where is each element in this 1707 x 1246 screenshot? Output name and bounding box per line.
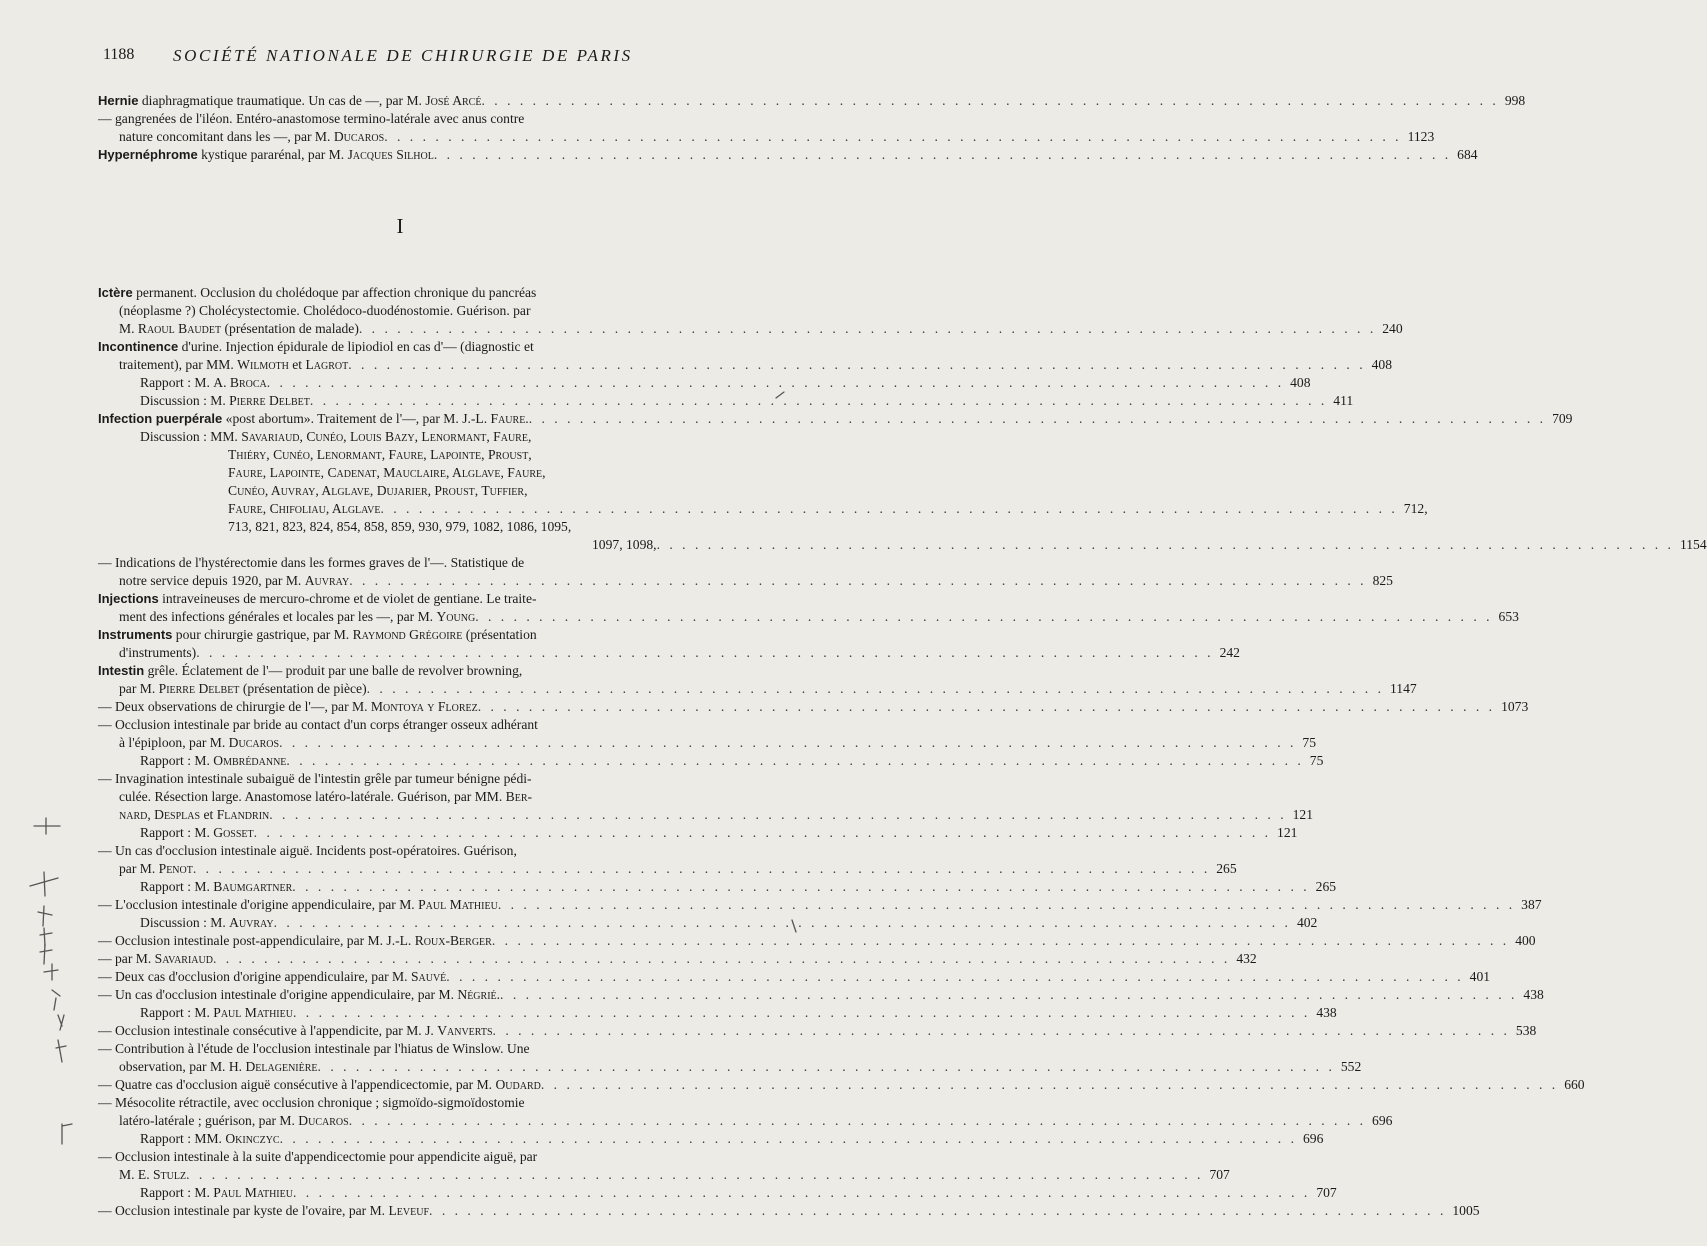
page-reference: 653 xyxy=(1498,609,1519,624)
page-reference: 1154 xyxy=(1679,537,1707,552)
page-reference: 75 xyxy=(1309,753,1324,768)
page-reference: 121 xyxy=(1277,825,1298,840)
entry-text: kystique pararénal, par M. xyxy=(197,147,348,162)
dot-leader: . . . . . . . . . . . . . . . . . . . . . . . . . . . . . . . . . . . . . . . . . . . . . . . . . . . . . . . . . . . . . . . . . . . . . . . . . . . . . . . . xyxy=(317,1059,1335,1074)
entry-text: 713, 821, 823, 824, 854, 858, 859, 930, 979, 1082, 1086, 1095, xyxy=(228,519,572,534)
page-reference: 432 xyxy=(1236,951,1257,966)
page-reference: 1123 xyxy=(1407,129,1435,144)
page-reference: 401 xyxy=(1469,969,1491,984)
entry-author: Oudard xyxy=(495,1077,541,1092)
entry-text: — Deux cas d'occlusion d'origine appendiculaire, par M. xyxy=(98,969,411,984)
entry-author: Faure. xyxy=(490,411,529,426)
page-reference: 408 xyxy=(1290,375,1311,390)
page-reference: 402 xyxy=(1296,915,1318,930)
dot-leader: . . . . . . . . . . . . . . . . . . . . . . . . . . . . . . . . . . . . . . . . . . . . . . . . . . . . . . . . . . . . . . . . . . . . . . . . . . . . . . . . xyxy=(349,573,1367,588)
dot-leader: . . . . . . . . . . . . . . . . . . . . . . . . . . . . . . . . . . . . . . . . . . . . . . . . . . . . . . . . . . . . . . . . . . . . . . . . . . . . . . . . xyxy=(192,861,1211,876)
dot-leader: . . . . . . . . . . . . . . . . . . . . . . . . . . . . . . . . . . . . . . . . . . . . . . . . . . . . . . . . . . . . . . . . . . . . . . . . . . . . . . . . xyxy=(279,735,1297,750)
dot-leader: . . . . . . . . . . . . . . . . . . . . . . . . . . . . . . . . . . . . . . . . . . . . . . . . . . . . . . . . . . . . . . . . . . . . . . . . . . . . . . . . xyxy=(212,951,1231,966)
entry-text: M. E. xyxy=(119,1167,153,1182)
entry-text: ment des infections générales et locales par les —, par M. xyxy=(119,609,437,624)
entry-headword: Ictère xyxy=(98,285,133,300)
dot-leader: . . . . . . . . . . . . . . . . . . . . . . . . . . . . . . . . . . . . . . . . . . . . . . . . . . . . . . . . . . . . . . . . . . . . . . . . . . . . . . . . xyxy=(286,753,1304,768)
entry-text: Rapport : M. xyxy=(140,879,214,894)
dot-leader: . . . . . . . . . . . . . . . . . . . . . . . . . . . . . . . . . . . . . . . . . . . . . . . . . . . . . . . . . . . . . . . . . . . . . . . . . . . . . . . . xyxy=(358,321,1377,336)
entry-author: Penot xyxy=(158,861,193,876)
entry-text: — Un cas d'occlusion intestinale aiguë. Incidents post-opératoires. Guérison, xyxy=(98,843,517,858)
entry-headword: Instruments xyxy=(98,627,173,642)
dot-leader: . . . . . . . . . . . . . . . . . . . . . . . . . . . . . . . . . . . . . . . . . . . . . . . . . . . . . . . . . . . . . . . . . . . . . . . . . . . . . . . . xyxy=(500,987,1518,1002)
dot-leader: . . . . . . . . . . . . . . . . . . . . . . . . . . . . . . . . . . . . . . . . . . . . . . . . . . . . . . . . . . . . . . . . . . . . . . . . . . . . . . . . xyxy=(279,1131,1297,1146)
page-reference: 552 xyxy=(1340,1059,1362,1074)
entry-text: Rapport : M. xyxy=(140,375,214,390)
entry-author: Savariaud, Cunéo, Louis Bazy, Lenormant, Faure, xyxy=(241,429,532,444)
entry-author: Baumgartner xyxy=(213,879,293,894)
page-reference: 707 xyxy=(1316,1185,1337,1200)
entry-author: Auvray xyxy=(304,573,350,588)
entry-text: (néoplasme ?) Cholécystectomie. Cholédoco-duodénostomie. Guérison. par xyxy=(119,303,531,318)
entry-text: — L'occlusion intestinale d'origine appendiculaire, par M. xyxy=(98,897,419,912)
entry-text: — Un cas d'occlusion intestinale d'origine appendiculaire, par M. xyxy=(98,987,458,1002)
entry-text: — Occlusion intestinale consécutive à l'appendicite, par M. J. xyxy=(98,1023,438,1038)
entry-text: d'urine. Injection épidurale de lipiodiol en cas d'— (diagnostic et xyxy=(178,339,534,354)
page-reference: 265 xyxy=(1216,861,1237,876)
entry-text: permanent. Occlusion du cholédoque par affection chronique du pancréas xyxy=(132,285,537,300)
entry-text: latéro-latérale ; guérison, par M. xyxy=(119,1113,299,1128)
page-reference: 684 xyxy=(1457,147,1478,162)
entry-text: notre service depuis 1920, par M. xyxy=(119,573,305,588)
entry-headword: Infection puerpérale xyxy=(98,411,223,426)
page-reference: 242 xyxy=(1219,645,1240,660)
dot-leader: . . . . . . . . . . . . . . . . . . . . . . . . . . . . . . . . . . . . . . . . . . . . . . . . . . . . . . . . . . . . . . . . . . . . . . . . . . . . . . . . xyxy=(477,699,1496,714)
entry-author: Jacques Silhol xyxy=(347,147,434,162)
entry-text: d'instruments) xyxy=(119,645,197,660)
dot-leader: . . . . . . . . . . . . . . . . . . . . . . . . . . . . . . . . . . . . . . . . . . . . . . . . . . . . . . . . . . . . . . . . . . . . . . . . . . . . . . . . xyxy=(492,1023,1510,1038)
entry-author: Ducaros xyxy=(298,1113,349,1128)
entry-text: — Occlusion intestinale par kyste de l'ovaire, par M. xyxy=(98,1203,389,1218)
entry-author: Paul Mathieu xyxy=(213,1185,293,1200)
entry-text-continued: (présentation de malade) xyxy=(221,321,359,336)
entry-text-continued: (présentation de pièce) xyxy=(239,681,367,696)
entry-author: Raymond Grégoire xyxy=(352,627,463,642)
entry-text: à l'épiploon, par M. xyxy=(119,735,229,750)
dot-leader: . . . . . . . . . . . . . . . . . . . . . . . . . . . . . . . . . . . . . . . . . . . . . . . . . . . . . . . . . . . . . . . . . . . . . . . . . . . . . . . . xyxy=(348,357,1366,372)
entry-author: Auvray xyxy=(229,915,274,930)
entry-author: Paul Mathieu xyxy=(213,1005,293,1020)
page-reference: 712, xyxy=(1403,501,1428,516)
dot-leader: . . . . . . . . . . . . . . . . . . . . . . . . . . . . . . . . . . . . . . . . . . . . . . . . . . . . . . . . . . . . . . . . . . . . . . . . . . . . . . . . xyxy=(196,645,1214,660)
entry-text: Discussion : M. xyxy=(140,393,230,408)
entry-text: Discussion : MM. xyxy=(140,429,242,444)
page-reference: 387 xyxy=(1521,897,1542,912)
entry-author: nard, Desplas xyxy=(119,807,201,822)
entry-text: traitement), par MM. xyxy=(119,357,238,372)
entry-author: Pierre Delbet xyxy=(229,393,310,408)
entry-author: Savariaud xyxy=(154,951,213,966)
dot-leader: . . . . . . . . . . . . . . . . . . . . . . . . . . . . . . . . . . . . . . . . . . . . . . . . . . . . . . . . . . . . . . . . . . . . . . . . . . . . . . . . xyxy=(433,147,1452,162)
entry-author: A. Broca xyxy=(213,375,267,390)
dot-leader: . . . . . . . . . . . . . . . . . . . . . . . . . . . . . . . . . . . . . . . . . . . . . . . . . . . . . . . . . . . . . . . . . . . . . . . . . . . . . . . . xyxy=(366,681,1384,696)
journal-title: SOCIÉTÉ NATIONALE DE CHIRURGIE DE PARIS xyxy=(173,46,633,65)
entry-author: Négrié. xyxy=(457,987,501,1002)
entry-text: — Occlusion intestinale à la suite d'appendicectomie pour appendicite aiguë, par xyxy=(98,1149,538,1164)
entry-text: — gangrenées de l'iléon. Entéro-anastomose termino-latérale avec anus contre xyxy=(98,111,525,126)
dot-leader: . . . . . . . . . . . . . . . . . . . . . . . . . . . . . . . . . . . . . . . . . . . . . . . . . . . . . . . . . . . . . . . . . . . . . . . . . . . . . . . . xyxy=(292,1005,1311,1020)
entry-author: Ombrédanne xyxy=(213,753,287,768)
entry-text: grêle. Éclatement de l'— produit par une balle de revolver browning, xyxy=(144,663,523,678)
page-reference: 121 xyxy=(1292,807,1313,822)
page-reference: 825 xyxy=(1372,573,1393,588)
entry-text: «post abortum». Traitement de l'—, par M. J.-L. xyxy=(222,411,491,426)
page-reference: 408 xyxy=(1371,357,1392,372)
dot-leader: . . . . . . . . . . . . . . . . . . . . . . . . . . . . . . . . . . . . . . . . . . . . . . . . . . . . . . . . . . . . . . . . . . . . . . . . . . . . . . . . xyxy=(475,609,1493,624)
section-letter: I xyxy=(396,214,404,238)
entry-text: Rapport : MM. xyxy=(140,1131,226,1146)
page-reference: 265 xyxy=(1315,879,1337,894)
entry-text: — Indications de l'hystérectomie dans les formes graves de l'—. Statistique de xyxy=(98,555,525,570)
entry-text: — Occlusion intestinale par bride au contact d'un corps étranger osseux adhérant xyxy=(98,717,538,732)
entry-text: intraveineuses de mercuro-chrome et de violet de gentiane. Le traite- xyxy=(158,591,537,606)
page-reference: 240 xyxy=(1382,321,1403,336)
entry-author: Paul Mathieu xyxy=(418,897,498,912)
dot-leader: . . . . . . . . . . . . . . . . . . . . . . . . . . . . . . . . . . . . . . . . . . . . . . . . . . . . . . . . . . . . . . . . . . . . . . . . . . . . . . . . xyxy=(309,393,1328,408)
entry-text: — Quatre cas d'occlusion aiguë consécutive à l'appendicectomie, par M. xyxy=(98,1077,496,1092)
pencil-marks xyxy=(0,0,800,1246)
entry-author-second: Flandrin xyxy=(216,807,270,822)
dot-leader: . . . . . . . . . . . . . . . . . . . . . . . . . . . . . . . . . . . . . . . . . . . . . . . . . . . . . . . . . . . . . . . . . . . . . . . . . . . . . . . . xyxy=(481,93,1499,108)
page-reference: 696 xyxy=(1372,1113,1393,1128)
entry-text-continued: (présentation xyxy=(462,627,537,642)
entry-author: Ducaros xyxy=(228,735,280,750)
entry-author: Ducaros xyxy=(333,129,385,144)
entry-text: Rapport : M. xyxy=(140,1005,214,1020)
entry-text-continued: et xyxy=(288,357,306,372)
entry-author-second: Lagrot xyxy=(305,357,349,372)
dot-leader: . . . . . . . . . . . . . . . . . . . . . . . . . . . . . . . . . . . . . . . . . . . . . . . . . . . . . . . . . . . . . . . . . . . . . . . . . . . . . . . . xyxy=(528,411,1547,426)
entry-text: par M. xyxy=(119,861,159,876)
page-reference: 75 xyxy=(1302,735,1317,750)
entry-headword: Injections xyxy=(98,591,159,606)
page-reference: 411 xyxy=(1333,393,1354,408)
dot-leader: . . . . . . . . . . . . . . . . . . . . . . . . . . . . . . . . . . . . . . . . . . . . . . . . . . . . . . . . . . . . . . . . . . . . . . . . . . . . . . . . xyxy=(446,969,1464,984)
entry-author: Faure, Lapointe, Cadenat, Mauclaire, Alglave, Faure, xyxy=(228,465,546,480)
entry-text: observation, par M. H. xyxy=(119,1059,246,1074)
dot-leader: . . . . . . . . . . . . . . . . . . . . . . . . . . . . . . . . . . . . . . . . . . . . . . . . . . . . . . . . . . . . . . . . . . . . . . . . . . . . . . . . xyxy=(292,879,1310,894)
dot-leader: . . . . . . . . . . . . . . . . . . . . . . . . . . . . . . . . . . . . . . . . . . . . . . . . . . . . . . . . . . . . . . . . . . . . . . . . . . . . . . . . xyxy=(497,897,1516,912)
entry-text: Rapport : M. xyxy=(140,1185,214,1200)
dot-leader: . . . . . . . . . . . . . . . . . . . . . . . . . . . . . . . . . . . . . . . . . . . . . . . . . . . . . . . . . . . . . . . . . . . . . . . . . . . . . . . . xyxy=(380,501,1398,516)
dot-leader: . . . . . . . . . . . . . . . . . . . . . . . . . . . . . . . . . . . . . . . . . . . . . . . . . . . . . . . . . . . . . . . . . . . . . . . . . . . . . . . . xyxy=(540,1077,1559,1092)
dot-leader: . . . . . . . . . . . . . . . . . . . . . . . . . . . . . . . . . . . . . . . . . . . . . . . . . . . . . . . . . . . . . . . . . . . . . . . . . . . . . . . . xyxy=(429,1203,1447,1218)
entry-text-continued: et xyxy=(200,807,217,822)
entry-author: Gosset xyxy=(213,825,254,840)
entry-author: Sauvé xyxy=(410,969,447,984)
entry-text: pour chirurgie gastrique, par M. xyxy=(172,627,353,642)
entry-headword: Intestin xyxy=(98,663,145,678)
page-reference: 998 xyxy=(1504,93,1526,108)
page-reference: 707 xyxy=(1209,1167,1230,1182)
page-number: 1188 xyxy=(103,46,135,63)
dot-leader: . . . . . . . . . . . . . . . . . . . . . . . . . . . . . . . . . . . . . . . . . . . . . . . . . . . . . . . . . . . . . . . . . . . . . . . . . . . . . . . . xyxy=(292,1185,1311,1200)
entry-author: Ber- xyxy=(505,789,533,804)
entry-author: Vanverts xyxy=(437,1023,493,1038)
dot-leader: . . . . . . . . . . . . . . . . . . . . . . . . . . . . . . . . . . . . . . . . . . . . . . . . . . . . . . . . . . . . . . . . . . . . . . . . . . . . . . . . xyxy=(384,129,1402,144)
entry-headword: Incontinence xyxy=(98,339,179,354)
page-reference: 400 xyxy=(1515,933,1536,948)
entry-author: Raoul Baudet xyxy=(137,321,222,336)
entry-text: — Invagination intestinale subaiguë de l'intestin grêle par tumeur bénigne pédi- xyxy=(98,771,532,786)
entry-text: — Mésocolite rétractile, avec occlusion chronique ; sigmoïdo-sigmoïdostomie xyxy=(98,1095,525,1110)
entry-text: — Occlusion intestinale post-appendiculaire, par M. J.-L. xyxy=(98,933,415,948)
dot-leader: . . . . . . . . . . . . . . . . . . . . . . . . . . . . . . . . . . . . . . . . . . . . . . . . . . . . . . . . . . . . . . . . . . . . . . . . . . . . . . . . xyxy=(656,537,1674,552)
entry-author: Montoya y Florez xyxy=(370,699,478,714)
entry-headword: Hernie xyxy=(98,93,139,108)
dot-leader: . . . . . . . . . . . . . . . . . . . . . . . . . . . . . . . . . . . . . . . . . . . . . . . . . . . . . . . . . . . . . . . . . . . . . . . . . . . . . . . . xyxy=(491,933,1510,948)
entry-text: Discussion : M. xyxy=(140,915,230,930)
entry-headword: Hypernéphrome xyxy=(98,147,198,162)
entry-author: Roux-Berger xyxy=(414,933,492,948)
page-reference: 1005 xyxy=(1452,1203,1480,1218)
page-reference: 709 xyxy=(1552,411,1573,426)
dot-leader: . . . . . . . . . . . . . . . . . . . . . . . . . . . . . . . . . . . . . . . . . . . . . . . . . . . . . . . . . . . . . . . . . . . . . . . . . . . . . . . . xyxy=(266,375,1285,390)
page-reference: 538 xyxy=(1515,1023,1537,1038)
entry-text: — Deux observations de chirurgie de l'—, par M. xyxy=(98,699,371,714)
entry-author: Leveuf xyxy=(388,1203,430,1218)
entry-author: Thiéry, Cunéo, Lenormant, Faure, Lapointe, Proust, xyxy=(228,447,532,462)
entry-text: nature concomitant dans les —, par M. xyxy=(119,129,334,144)
entry-text: culée. Résection large. Anastomose latéro-latérale. Guérison, par MM. xyxy=(119,789,506,804)
dot-leader: . . . . . . . . . . . . . . . . . . . . . . . . . . . . . . . . . . . . . . . . . . . . . . . . . . . . . . . . . . . . . . . . . . . . . . . . . . . . . . . . xyxy=(269,807,1287,822)
entry-author: Okinczyc xyxy=(225,1131,280,1146)
page-reference: 660 xyxy=(1564,1077,1585,1092)
dot-leader: . . . . . . . . . . . . . . . . . . . . . . . . . . . . . . . . . . . . . . . . . . . . . . . . . . . . . . . . . . . . . . . . . . . . . . . . . . . . . . . . xyxy=(348,1113,1367,1128)
dot-leader: . . . . . . . . . . . . . . . . . . . . . . . . . . . . . . . . . . . . . . . . . . . . . . . . . . . . . . . . . . . . . . . . . . . . . . . . . . . . . . . . xyxy=(273,915,1291,930)
entry-text: diaphragmatique traumatique. Un cas de —, par M. xyxy=(138,93,426,108)
entry-author: Young xyxy=(436,609,476,624)
entry-text: Rapport : M. xyxy=(140,825,214,840)
dot-leader: . . . . . . . . . . . . . . . . . . . . . . . . . . . . . . . . . . . . . . . . . . . . . . . . . . . . . . . . . . . . . . . . . . . . . . . . . . . . . . . . xyxy=(186,1167,1204,1182)
entry-text: 1097, 1098, xyxy=(592,537,657,552)
page-reference: 696 xyxy=(1302,1131,1324,1146)
entry-text: — Contribution à l'étude de l'occlusion intestinale par l'hiatus de Winslow. Une xyxy=(98,1041,530,1056)
page-reference: 438 xyxy=(1523,987,1544,1002)
entry-author: Delagenière xyxy=(245,1059,318,1074)
entry-text: — par M. xyxy=(98,951,155,966)
page-reference: 1073 xyxy=(1501,699,1529,714)
entry-text: Rapport : M. xyxy=(140,753,214,768)
entry-author: Pierre Delbet xyxy=(158,681,240,696)
dot-leader: . . . . . . . . . . . . . . . . . . . . . . . . . . . . . . . . . . . . . . . . . . . . . . . . . . . . . . . . . . . . . . . . . . . . . . . . . . . . . . . . xyxy=(253,825,1272,840)
entry-author: José Arcé xyxy=(425,93,482,108)
entry-author: Wilmoth xyxy=(237,357,289,372)
entry-author: Faure, Chifoliau, Alglave xyxy=(228,501,381,516)
entry-text: M. xyxy=(119,321,138,336)
page-reference: 438 xyxy=(1316,1005,1337,1020)
entry-text: par M. xyxy=(119,681,159,696)
entry-author: Stulz xyxy=(152,1167,187,1182)
entry-author: Cunéo, Auvray, Alglave, Dujarier, Proust, Tuffier, xyxy=(228,483,528,498)
page-reference: 1147 xyxy=(1389,681,1417,696)
